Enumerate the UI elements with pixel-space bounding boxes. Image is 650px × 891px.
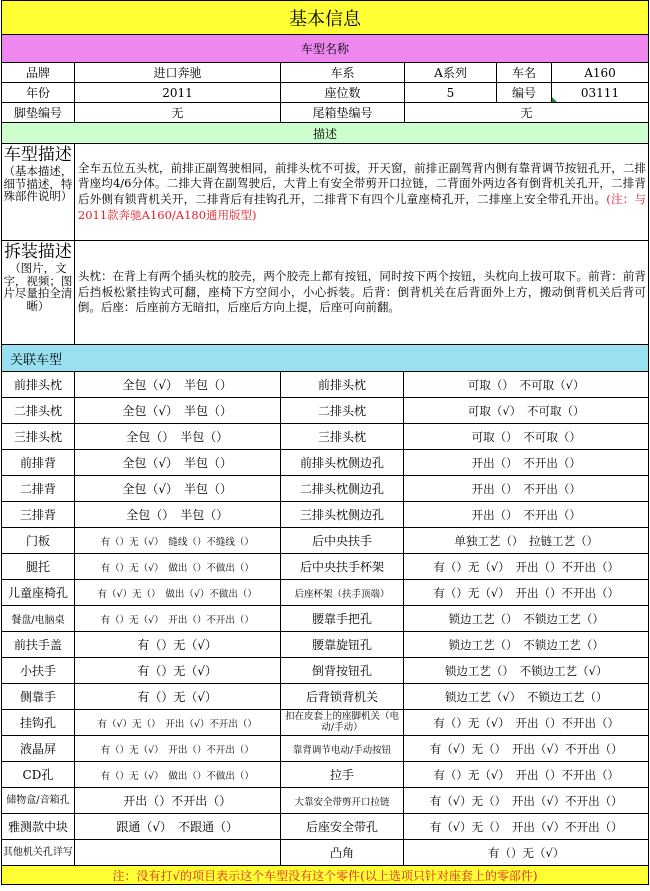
feature-left-label: 挂钩孔 (2, 710, 75, 735)
feature-right-label: 后座安全带孔 (281, 814, 405, 839)
feature-left-label: 腿托 (2, 554, 75, 579)
install-desc-label (2, 241, 75, 344)
feature-right-value: 有（）无（√） (404, 840, 649, 865)
feature-left-label: 二排头枕 (2, 398, 75, 423)
feature-left-value: 全包（√） 半包（） (75, 398, 281, 423)
feature-right-label: 二排头枕 (281, 398, 405, 423)
feature-left-label: 液晶屏 (2, 736, 75, 761)
feature-row (1, 502, 649, 528)
install-desc-row (1, 241, 649, 345)
feature-right-value: 锁边工艺（） 不锁边工艺（） (404, 632, 649, 657)
feature-left-value: 有（）无（√） 开出（）不开出（） (75, 606, 281, 631)
feature-left-label: 三排背 (2, 502, 75, 527)
feature-right-label: 倒背按钮孔 (281, 658, 405, 683)
feature-right-label: 后背锁背机关 (281, 684, 405, 709)
install-desc-label-small: （图片，文字，视频；图片尽量拍全清晰） (3, 260, 73, 314)
feature-right-label: 后座杯架（扶手顶端） (281, 580, 405, 605)
install-desc-cell (75, 241, 649, 344)
feature-row (1, 632, 649, 658)
year-value: 2011 (75, 83, 281, 102)
feature-right-value: 锁边工艺（） 不锁边工艺（√） (404, 658, 649, 683)
feature-left-value: 有（）无（√） 做出（）不做出（） (75, 762, 281, 787)
feature-left-label: 前排头枕 (2, 372, 75, 397)
feature-left-label: 三排头枕 (2, 424, 75, 449)
feature-left-label: 雅测款中块 (2, 814, 75, 839)
feature-right-label: 扣在皮套上的座脚机关（电动/手动） (281, 710, 405, 735)
feature-right-value: 有（）无（√） 开出（）不开出（） (404, 580, 649, 605)
series-value: A系列 (405, 63, 497, 82)
model-value: A160 (552, 63, 649, 82)
feature-right-label: 前排头枕侧边孔 (281, 450, 405, 475)
feature-table (1, 372, 649, 866)
brand-row (1, 63, 649, 83)
feature-row (1, 658, 649, 684)
model-name-header-row (1, 35, 649, 63)
trunkmat-label: 尾箱垫编号 (281, 103, 405, 122)
model-label: 车名 (497, 63, 552, 82)
feature-left-label: 其他机关孔详写 (2, 840, 75, 865)
feature-right-label: 前排头枕 (281, 372, 405, 397)
feature-right-value: 有（√）无（） 开出（√）不开出（） (404, 814, 649, 839)
feature-left-value: 有（）无（√） (75, 632, 281, 657)
feature-right-value: 可取（） 不可取（√） (404, 372, 649, 397)
trunkmat-value: 无 (405, 103, 649, 122)
feature-row (1, 450, 649, 476)
feature-left-value: 有（）无（√） 缝线（）不缝线（） (75, 528, 281, 553)
feature-left-label: 小扶手 (2, 658, 75, 683)
feature-right-value: 开出（） 不开出（） (404, 502, 649, 527)
feature-right-label: 拉手 (281, 762, 405, 787)
feature-right-label: 凸角 (281, 840, 405, 865)
model-desc-label-small: （基本描述，细节描述，特殊部件说明） (3, 163, 73, 204)
footer-row (1, 866, 649, 885)
feature-right-value: 可取（√） 不可取（） (404, 398, 649, 423)
code-label: 编号 (497, 83, 552, 102)
feature-left-value: 有（√）无（） 开出（√）不开出（） (75, 710, 281, 735)
feature-right-label: 后中央扶手杯架 (281, 554, 405, 579)
feature-left-label: 前扶手盖 (2, 632, 75, 657)
mat-row (1, 103, 649, 123)
feature-row (1, 606, 649, 632)
feature-right-label: 靠背调节电动/手动按钮 (281, 736, 405, 761)
feature-row (1, 684, 649, 710)
feature-right-value: 锁边工艺（√） 不锁边工艺（） (404, 684, 649, 709)
description-header-row (1, 123, 649, 144)
brand-label: 品牌 (2, 63, 75, 82)
feature-row (1, 554, 649, 580)
feature-row (1, 814, 649, 840)
feature-row (1, 788, 649, 814)
model-desc-row (1, 144, 649, 241)
feature-left-label: 餐盘/电脑桌 (2, 606, 75, 631)
seats-value: 5 (405, 83, 497, 102)
feature-right-value: 有（）无（√） 开出（）不开出（） (404, 554, 649, 579)
feature-right-label: 三排头枕侧边孔 (281, 502, 405, 527)
code-value: 03111 (552, 83, 649, 102)
feature-left-value: 全包（） 半包（） (75, 502, 281, 527)
feature-right-label: 后中央扶手 (281, 528, 405, 553)
model-desc-label (2, 144, 75, 240)
sheet-title: 基本信息 (2, 1, 649, 34)
feature-right-value: 锁边工艺（） 不锁边工艺（） (404, 606, 649, 631)
seats-label: 座位数 (281, 83, 405, 102)
feature-row (1, 580, 649, 606)
feature-left-label: 门板 (2, 528, 75, 553)
feature-row (1, 476, 649, 502)
feature-left-label: 前排背 (2, 450, 75, 475)
model-desc-cell (75, 144, 649, 240)
feature-right-label: 腰靠旋钮孔 (281, 632, 405, 657)
feature-right-label: 二排头枕侧边孔 (281, 476, 405, 501)
feature-row (1, 372, 649, 398)
feature-left-value: 有（）无（√） (75, 684, 281, 709)
title-row (1, 0, 649, 35)
feature-row (1, 398, 649, 424)
year-label: 年份 (2, 83, 75, 102)
feature-row (1, 736, 649, 762)
install-desc-text: 头枕：在背上有两个插头枕的胶壳，两个胶壳上都有按钮，同时按下两个按钮，头枕向上拔可取下。前背：前背后挡板松紧挂钩式可翻，座椅下方空间小，小心拆装。后背：倒背机关在后背面外上方，搬动倒背机关后背可倒。后座：后座前方无暗扣，后座后方向上提，后座可向前翻。 (77, 269, 646, 315)
feature-left-value: 全包（√） 半包（） (75, 450, 281, 475)
brand-value: 进口奔驰 (75, 63, 281, 82)
feature-right-label: 大靠安全带剪开口拉链 (281, 788, 405, 813)
feature-left-value: 跟通（√） 不跟通（） (75, 814, 281, 839)
description-header: 描述 (2, 123, 649, 143)
footer-note: 注：没有打√的项目表示这个车型没有这个零件(以上选项只针对座套上的零部件) (2, 866, 649, 884)
feature-left-label: 儿童座椅孔 (2, 580, 75, 605)
feature-right-value: 有（）无（√） 开出（）不开出（） (404, 762, 649, 787)
feature-right-value: 开出（） 不开出（） (404, 476, 649, 501)
feature-right-label: 三排头枕 (281, 424, 405, 449)
feature-left-value: 有（√）无（） 做出（√）不做出（） (75, 580, 281, 605)
install-desc-label-big: 拆装描述 (3, 242, 72, 262)
feature-row (1, 840, 649, 866)
feature-left-label: 二排背 (2, 476, 75, 501)
feature-left-value: 开出（）不开出（） (75, 788, 281, 813)
feature-right-value: 开出（） 不开出（） (404, 450, 649, 475)
series-label: 车系 (281, 63, 405, 82)
feature-left-value: 全包（√） 半包（） (75, 476, 281, 501)
floormat-label: 脚垫编号 (2, 103, 75, 122)
feature-row (1, 710, 649, 736)
feature-left-label: CD孔 (2, 762, 75, 787)
feature-right-value: 有（√）无（） 开出（√）不开出（） (404, 736, 649, 761)
feature-right-value: 可取（） 不可取（） (404, 424, 649, 449)
model-desc-label-big: 车型描述 (3, 145, 72, 165)
feature-left-value: 有（）无（√） 做出（）不做出（） (75, 554, 281, 579)
feature-row (1, 762, 649, 788)
feature-left-label: 储物盒/音箱孔 (2, 788, 75, 813)
info-sheet (1, 0, 649, 885)
model-name-header: 车型名称 (2, 35, 649, 62)
feature-right-label: 腰靠手把孔 (281, 606, 405, 631)
model-desc-text: 全车五位五头枕，前排正副驾驶相同，前排头枕不可拔，开天窗，前排正副驾背内侧有靠背调节按钮孔开，二排背座均4/6分体。二排大背在副驾驶后，大背上有安全带剪开口拉链，二背面外两边各有倒背机关孔开，二排背后外侧有锁背机关开，二排背后有挂钩孔开，二排背下有四个儿童座椅孔开，二排座上安全带孔开出。 (77, 160, 646, 206)
feature-left-value: 有（）无（√） (75, 658, 281, 683)
feature-right-value: 单独工艺（） 拉链工艺（） (404, 528, 649, 553)
floormat-value: 无 (75, 103, 281, 122)
feature-left-value: 有（）无（√） 开出（）不开出（） (75, 736, 281, 761)
feature-right-value: 有（）无（√） 开出（）不开出（） (404, 710, 649, 735)
feature-row (1, 528, 649, 554)
model-desc-note: (注：与2011款奔驰A160/A180通用版型) (77, 192, 646, 222)
related-header-row (1, 345, 649, 372)
feature-left-value: 全包（√） 半包（） (75, 372, 281, 397)
feature-left-value (75, 840, 281, 865)
related-header: 关联车型 (2, 345, 649, 371)
feature-row (1, 424, 649, 450)
feature-right-value: 有（√）无（） 开出（√）不开出（） (404, 788, 649, 813)
feature-left-value: 全包（） 半包（） (75, 424, 281, 449)
feature-left-label: 侧靠手 (2, 684, 75, 709)
year-row (1, 83, 649, 103)
